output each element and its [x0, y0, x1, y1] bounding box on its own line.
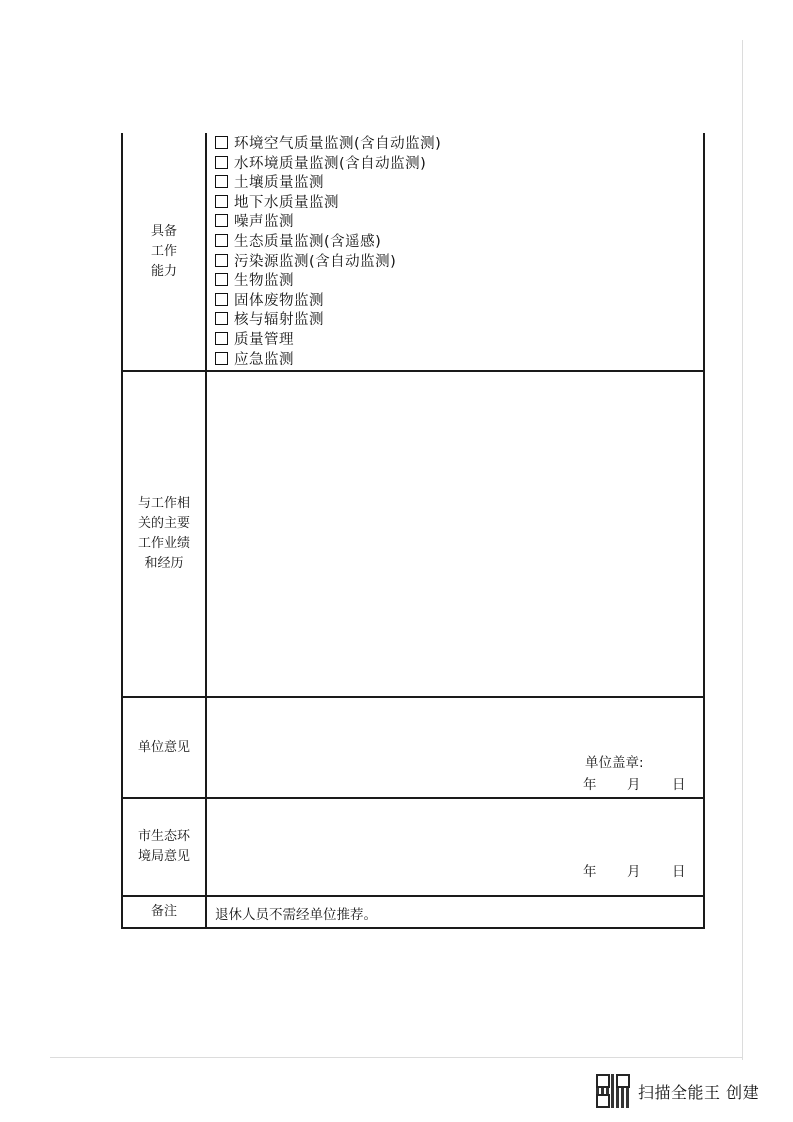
checkbox[interactable] [215, 234, 228, 247]
label-line: 市生态环 [137, 829, 190, 845]
experience-row [122, 371, 704, 697]
label-line: 和经历 [144, 556, 184, 572]
date-day-label: 日 [672, 864, 686, 881]
capability-option[interactable] [215, 194, 703, 214]
label-line: 工作 [150, 243, 177, 259]
date-month-label: 月 [627, 864, 641, 881]
capability-option[interactable] [215, 292, 703, 312]
checkbox[interactable] [215, 332, 228, 345]
option-label: 生物监测 [234, 273, 294, 290]
checkbox[interactable] [215, 156, 228, 169]
option-label: 土壤质量监测 [234, 175, 324, 192]
option-label: 水环境质量监测(含自动监测) [234, 155, 427, 172]
label-line: 境局意见 [137, 849, 190, 865]
label-line: 与工作相 [137, 496, 190, 512]
option-label: 固体废物监测 [234, 292, 324, 309]
label-line: 工作业绩 [137, 536, 190, 552]
experience-field[interactable] [206, 371, 704, 697]
label-line: 能力 [150, 263, 177, 279]
option-label: 核与辐射监测 [234, 312, 324, 329]
unit-opinion-label: 单位意见 [122, 697, 206, 798]
remarks-label: 备注 [122, 896, 206, 928]
bureau-opinion-field[interactable] [206, 798, 704, 896]
capability-option[interactable] [215, 351, 703, 371]
date-day-label: 日 [672, 777, 686, 794]
checkbox[interactable] [215, 312, 228, 325]
capability-options [206, 133, 704, 371]
option-label: 污染源监测(含自动监测) [234, 253, 397, 270]
option-label: 噪声监测 [234, 214, 294, 231]
date-year-label: 年 [583, 864, 597, 881]
capability-checklist [207, 133, 703, 370]
scanner-watermark [596, 1072, 759, 1110]
label-line: 具备 [150, 223, 177, 239]
capability-label [122, 133, 206, 371]
remarks-row [122, 896, 704, 928]
unit-seal-label: 单位盖章: [585, 755, 644, 772]
checkbox[interactable] [215, 254, 228, 267]
remarks-text: 退休人员不需经单位推荐。 [215, 907, 377, 924]
remarks-cell [206, 896, 704, 928]
capability-option[interactable] [215, 233, 703, 253]
label-line: 关的主要 [137, 516, 190, 532]
checkbox[interactable] [215, 214, 228, 227]
bureau-opinion-label [122, 798, 206, 896]
capability-option[interactable] [215, 213, 703, 233]
capability-option[interactable] [215, 135, 703, 155]
date-month-label: 月 [627, 777, 641, 794]
checkbox[interactable] [215, 175, 228, 188]
capability-option[interactable] [215, 253, 703, 273]
page-edge [50, 1057, 743, 1058]
watermark-text: 扫描全能王 创建 [638, 1082, 760, 1102]
option-label: 质量管理 [234, 331, 294, 348]
option-label: 环境空气质量监测(含自动监测) [234, 136, 442, 152]
option-label: 地下水质量监测 [234, 194, 339, 211]
checkbox[interactable] [215, 352, 228, 365]
checkbox[interactable] [215, 195, 228, 208]
capability-option[interactable] [215, 155, 703, 175]
date-year-label: 年 [583, 777, 597, 794]
unit-opinion-field[interactable] [206, 697, 704, 798]
unit-opinion-row [122, 697, 704, 798]
capability-option[interactable] [215, 174, 703, 194]
bureau-opinion-row [122, 798, 704, 896]
experience-label [122, 371, 206, 697]
capability-row [122, 133, 704, 371]
checkbox[interactable] [215, 136, 228, 149]
option-label: 生态质量监测(含遥感) [234, 233, 382, 250]
capability-option[interactable] [215, 311, 703, 331]
checkbox[interactable] [215, 273, 228, 286]
capability-option[interactable] [215, 331, 703, 351]
option-label: 应急监测 [234, 351, 294, 368]
page-edge [742, 40, 743, 1060]
checkbox[interactable] [215, 293, 228, 306]
application-form-table [121, 133, 705, 929]
qr-code-icon [596, 1074, 630, 1108]
capability-option[interactable] [215, 272, 703, 292]
